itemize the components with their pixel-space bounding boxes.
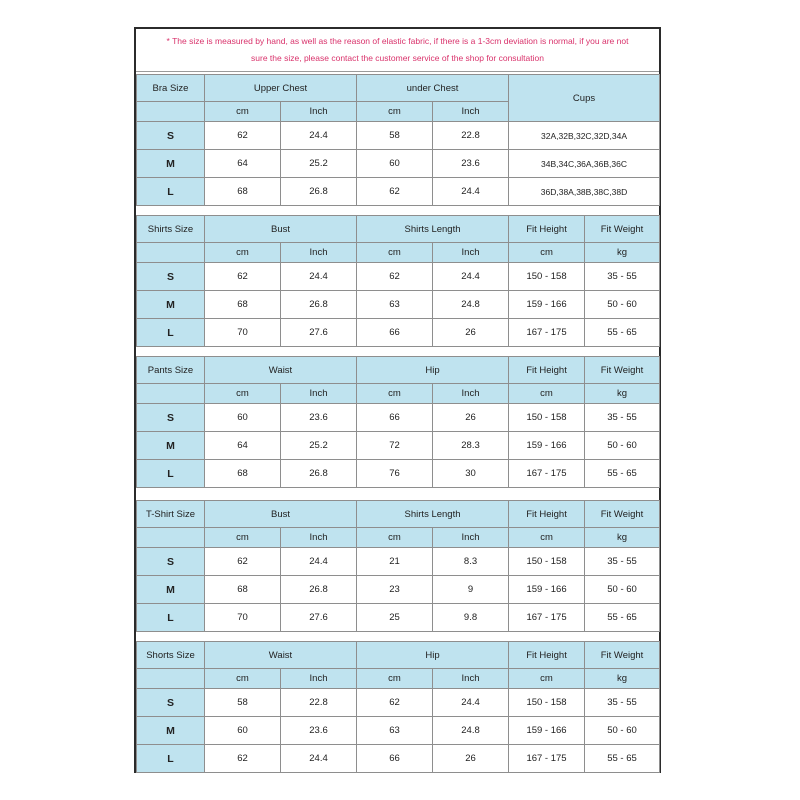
- header-fit-weight: Fit Weight: [585, 357, 660, 384]
- cell-value: 27.6: [281, 319, 357, 347]
- cell-value: 26: [433, 319, 509, 347]
- unit-cm: cm: [205, 528, 281, 548]
- cell-value: 55 - 65: [585, 460, 660, 488]
- header-size: Shorts Size: [137, 642, 205, 669]
- cell-value: 159 - 166: [509, 432, 585, 460]
- cell-value: 58: [357, 122, 433, 150]
- cell-value: 150 - 158: [509, 263, 585, 291]
- cell-value: 167 - 175: [509, 460, 585, 488]
- header-cups: Cups: [509, 75, 660, 122]
- cell-value: 66: [357, 319, 433, 347]
- cell-value: 9: [433, 576, 509, 604]
- cell-value: 66: [357, 745, 433, 773]
- table-row: [137, 717, 660, 745]
- unit-inch: Inch: [433, 243, 509, 263]
- cell-value: 63: [357, 291, 433, 319]
- cell-value: 76: [357, 460, 433, 488]
- cell-value: 62: [357, 263, 433, 291]
- cell-value: 159 - 166: [509, 576, 585, 604]
- pants-size-table: [136, 356, 659, 488]
- header-bust: Bust: [205, 501, 357, 528]
- cell-value: 159 - 166: [509, 291, 585, 319]
- cell-value: 62: [357, 178, 433, 206]
- cell-value: 26: [433, 745, 509, 773]
- cell-value: 68: [205, 178, 281, 206]
- size-label: M: [137, 291, 205, 319]
- header-fit-height: Fit Height: [509, 216, 585, 243]
- header-fit-height: Fit Height: [509, 501, 585, 528]
- cell-value: 24.4: [281, 122, 357, 150]
- cell-value: 24.4: [433, 263, 509, 291]
- cell-value: 26.8: [281, 291, 357, 319]
- size-label: M: [137, 717, 205, 745]
- unit-cm: cm: [205, 243, 281, 263]
- header-fit-weight: Fit Weight: [585, 501, 660, 528]
- note-line-1: * The size is measured by hand, as well as the reason of elastic fabric, if there is a 1-3cm deviation is normal, if you are not: [166, 35, 629, 46]
- cell-value: 72: [357, 432, 433, 460]
- cell-value: 50 - 60: [585, 717, 660, 745]
- cell-value: 63: [357, 717, 433, 745]
- size-label: S: [137, 548, 205, 576]
- tshirt-size-table: [136, 500, 659, 632]
- size-label: L: [137, 604, 205, 632]
- cell-value: 24.8: [433, 717, 509, 745]
- unit-kg: kg: [585, 669, 660, 689]
- cell-value: 64: [205, 432, 281, 460]
- table-row: [137, 689, 660, 717]
- cell-value: 23.6: [281, 717, 357, 745]
- cell-value: 55 - 65: [585, 319, 660, 347]
- cell-value: 62: [205, 745, 281, 773]
- size-label: L: [137, 745, 205, 773]
- cell-value: 64: [205, 150, 281, 178]
- cell-value: 60: [357, 150, 433, 178]
- cell-value: 150 - 158: [509, 548, 585, 576]
- cell-value: 22.8: [281, 689, 357, 717]
- size-chart: [134, 27, 661, 773]
- table-row: [137, 178, 660, 206]
- table-row: [137, 404, 660, 432]
- size-label: L: [137, 319, 205, 347]
- unit-cm: cm: [509, 669, 585, 689]
- unit-inch: Inch: [281, 102, 357, 122]
- cell-value: 28.3: [433, 432, 509, 460]
- header-fit-weight: Fit Weight: [585, 216, 660, 243]
- cell-value: 25.2: [281, 432, 357, 460]
- cell-value: 55 - 65: [585, 745, 660, 773]
- header-fit-weight: Fit Weight: [585, 642, 660, 669]
- note-line-2: sure the size, please contact the customer service of the shop for consultation: [251, 52, 544, 63]
- header-upper-chest: Upper Chest: [205, 75, 357, 102]
- cell-value: 62: [357, 689, 433, 717]
- cell-value: 35 - 55: [585, 689, 660, 717]
- cell-value: 21: [357, 548, 433, 576]
- size-label: M: [137, 432, 205, 460]
- measurement-note: [136, 29, 659, 72]
- size-label: L: [137, 178, 205, 206]
- cell-value: 167 - 175: [509, 604, 585, 632]
- cell-cups: 36D,38A,38B,38C,38D: [509, 178, 660, 206]
- unit-cm: cm: [509, 384, 585, 404]
- unit-cm: cm: [509, 243, 585, 263]
- cell-value: 23: [357, 576, 433, 604]
- unit-cm: cm: [357, 528, 433, 548]
- unit-inch: Inch: [433, 384, 509, 404]
- unit-inch: Inch: [281, 243, 357, 263]
- header-bust: Bust: [205, 216, 357, 243]
- cell-value: 26.8: [281, 576, 357, 604]
- cell-cups: 32A,32B,32C,32D,34A: [509, 122, 660, 150]
- cell-value: 62: [205, 122, 281, 150]
- size-label: L: [137, 460, 205, 488]
- header-waist: Waist: [205, 357, 357, 384]
- cell-value: 26: [433, 404, 509, 432]
- unit-cm: cm: [357, 669, 433, 689]
- table-row: [137, 460, 660, 488]
- header-blank: [137, 384, 205, 404]
- header-blank: [137, 528, 205, 548]
- unit-inch: Inch: [281, 669, 357, 689]
- unit-cm: cm: [357, 243, 433, 263]
- unit-inch: Inch: [433, 528, 509, 548]
- cell-value: 70: [205, 319, 281, 347]
- header-fit-height: Fit Height: [509, 357, 585, 384]
- unit-kg: kg: [585, 384, 660, 404]
- table-row: [137, 548, 660, 576]
- cell-cups: 34B,34C,36A,36B,36C: [509, 150, 660, 178]
- header-blank: [137, 669, 205, 689]
- table-row: [137, 291, 660, 319]
- unit-cm: cm: [357, 102, 433, 122]
- header-hip: Hip: [357, 357, 509, 384]
- cell-value: 68: [205, 460, 281, 488]
- cell-value: 55 - 65: [585, 604, 660, 632]
- table-row: [137, 604, 660, 632]
- unit-cm: cm: [509, 528, 585, 548]
- header-shirts-length: Shirts Length: [357, 216, 509, 243]
- cell-value: 24.4: [281, 548, 357, 576]
- table-row: [137, 576, 660, 604]
- table-row: [137, 150, 660, 178]
- unit-kg: kg: [585, 528, 660, 548]
- cell-value: 58: [205, 689, 281, 717]
- cell-value: 60: [205, 717, 281, 745]
- size-label: S: [137, 263, 205, 291]
- cell-value: 50 - 60: [585, 291, 660, 319]
- cell-value: 23.6: [281, 404, 357, 432]
- cell-value: 68: [205, 576, 281, 604]
- cell-value: 35 - 55: [585, 548, 660, 576]
- table-row: [137, 745, 660, 773]
- cell-value: 26.8: [281, 460, 357, 488]
- bra-size-table: [136, 74, 659, 206]
- cell-value: 70: [205, 604, 281, 632]
- header-size: Shirts Size: [137, 216, 205, 243]
- header-blank: [137, 102, 205, 122]
- cell-value: 150 - 158: [509, 404, 585, 432]
- unit-cm: cm: [205, 384, 281, 404]
- cell-value: 24.8: [433, 291, 509, 319]
- cell-value: 25: [357, 604, 433, 632]
- header-blank: [137, 243, 205, 263]
- unit-inch: Inch: [281, 528, 357, 548]
- cell-value: 68: [205, 291, 281, 319]
- cell-value: 26.8: [281, 178, 357, 206]
- cell-value: 27.6: [281, 604, 357, 632]
- cell-value: 35 - 55: [585, 263, 660, 291]
- unit-cm: cm: [205, 669, 281, 689]
- table-row: [137, 122, 660, 150]
- cell-value: 24.4: [433, 178, 509, 206]
- header-under-chest: under Chest: [357, 75, 509, 102]
- cell-value: 24.4: [433, 689, 509, 717]
- header-shirts-length: Shirts Length: [357, 501, 509, 528]
- cell-value: 167 - 175: [509, 319, 585, 347]
- cell-value: 62: [205, 263, 281, 291]
- cell-value: 150 - 158: [509, 689, 585, 717]
- cell-value: 23.6: [433, 150, 509, 178]
- unit-cm: cm: [205, 102, 281, 122]
- cell-value: 159 - 166: [509, 717, 585, 745]
- header-fit-height: Fit Height: [509, 642, 585, 669]
- cell-value: 8.3: [433, 548, 509, 576]
- cell-value: 66: [357, 404, 433, 432]
- unit-kg: kg: [585, 243, 660, 263]
- table-row: [137, 263, 660, 291]
- cell-value: 167 - 175: [509, 745, 585, 773]
- cell-value: 9.8: [433, 604, 509, 632]
- size-label: M: [137, 576, 205, 604]
- header-hip: Hip: [357, 642, 509, 669]
- size-label: M: [137, 150, 205, 178]
- cell-value: 25.2: [281, 150, 357, 178]
- cell-value: 50 - 60: [585, 432, 660, 460]
- cell-value: 62: [205, 548, 281, 576]
- unit-inch: Inch: [433, 102, 509, 122]
- unit-cm: cm: [357, 384, 433, 404]
- shorts-size-table: [136, 641, 659, 773]
- size-label: S: [137, 404, 205, 432]
- header-waist: Waist: [205, 642, 357, 669]
- cell-value: 50 - 60: [585, 576, 660, 604]
- header-size: T-Shirt Size: [137, 501, 205, 528]
- shirts-size-table: [136, 215, 659, 347]
- cell-value: 22.8: [433, 122, 509, 150]
- cell-value: 24.4: [281, 745, 357, 773]
- unit-inch: Inch: [433, 669, 509, 689]
- size-label: S: [137, 122, 205, 150]
- table-row: [137, 432, 660, 460]
- size-label: S: [137, 689, 205, 717]
- table-row: [137, 319, 660, 347]
- unit-inch: Inch: [281, 384, 357, 404]
- cell-value: 30: [433, 460, 509, 488]
- cell-value: 60: [205, 404, 281, 432]
- cell-value: 24.4: [281, 263, 357, 291]
- header-size: Pants Size: [137, 357, 205, 384]
- cell-value: 35 - 55: [585, 404, 660, 432]
- header-size: Bra Size: [137, 75, 205, 102]
